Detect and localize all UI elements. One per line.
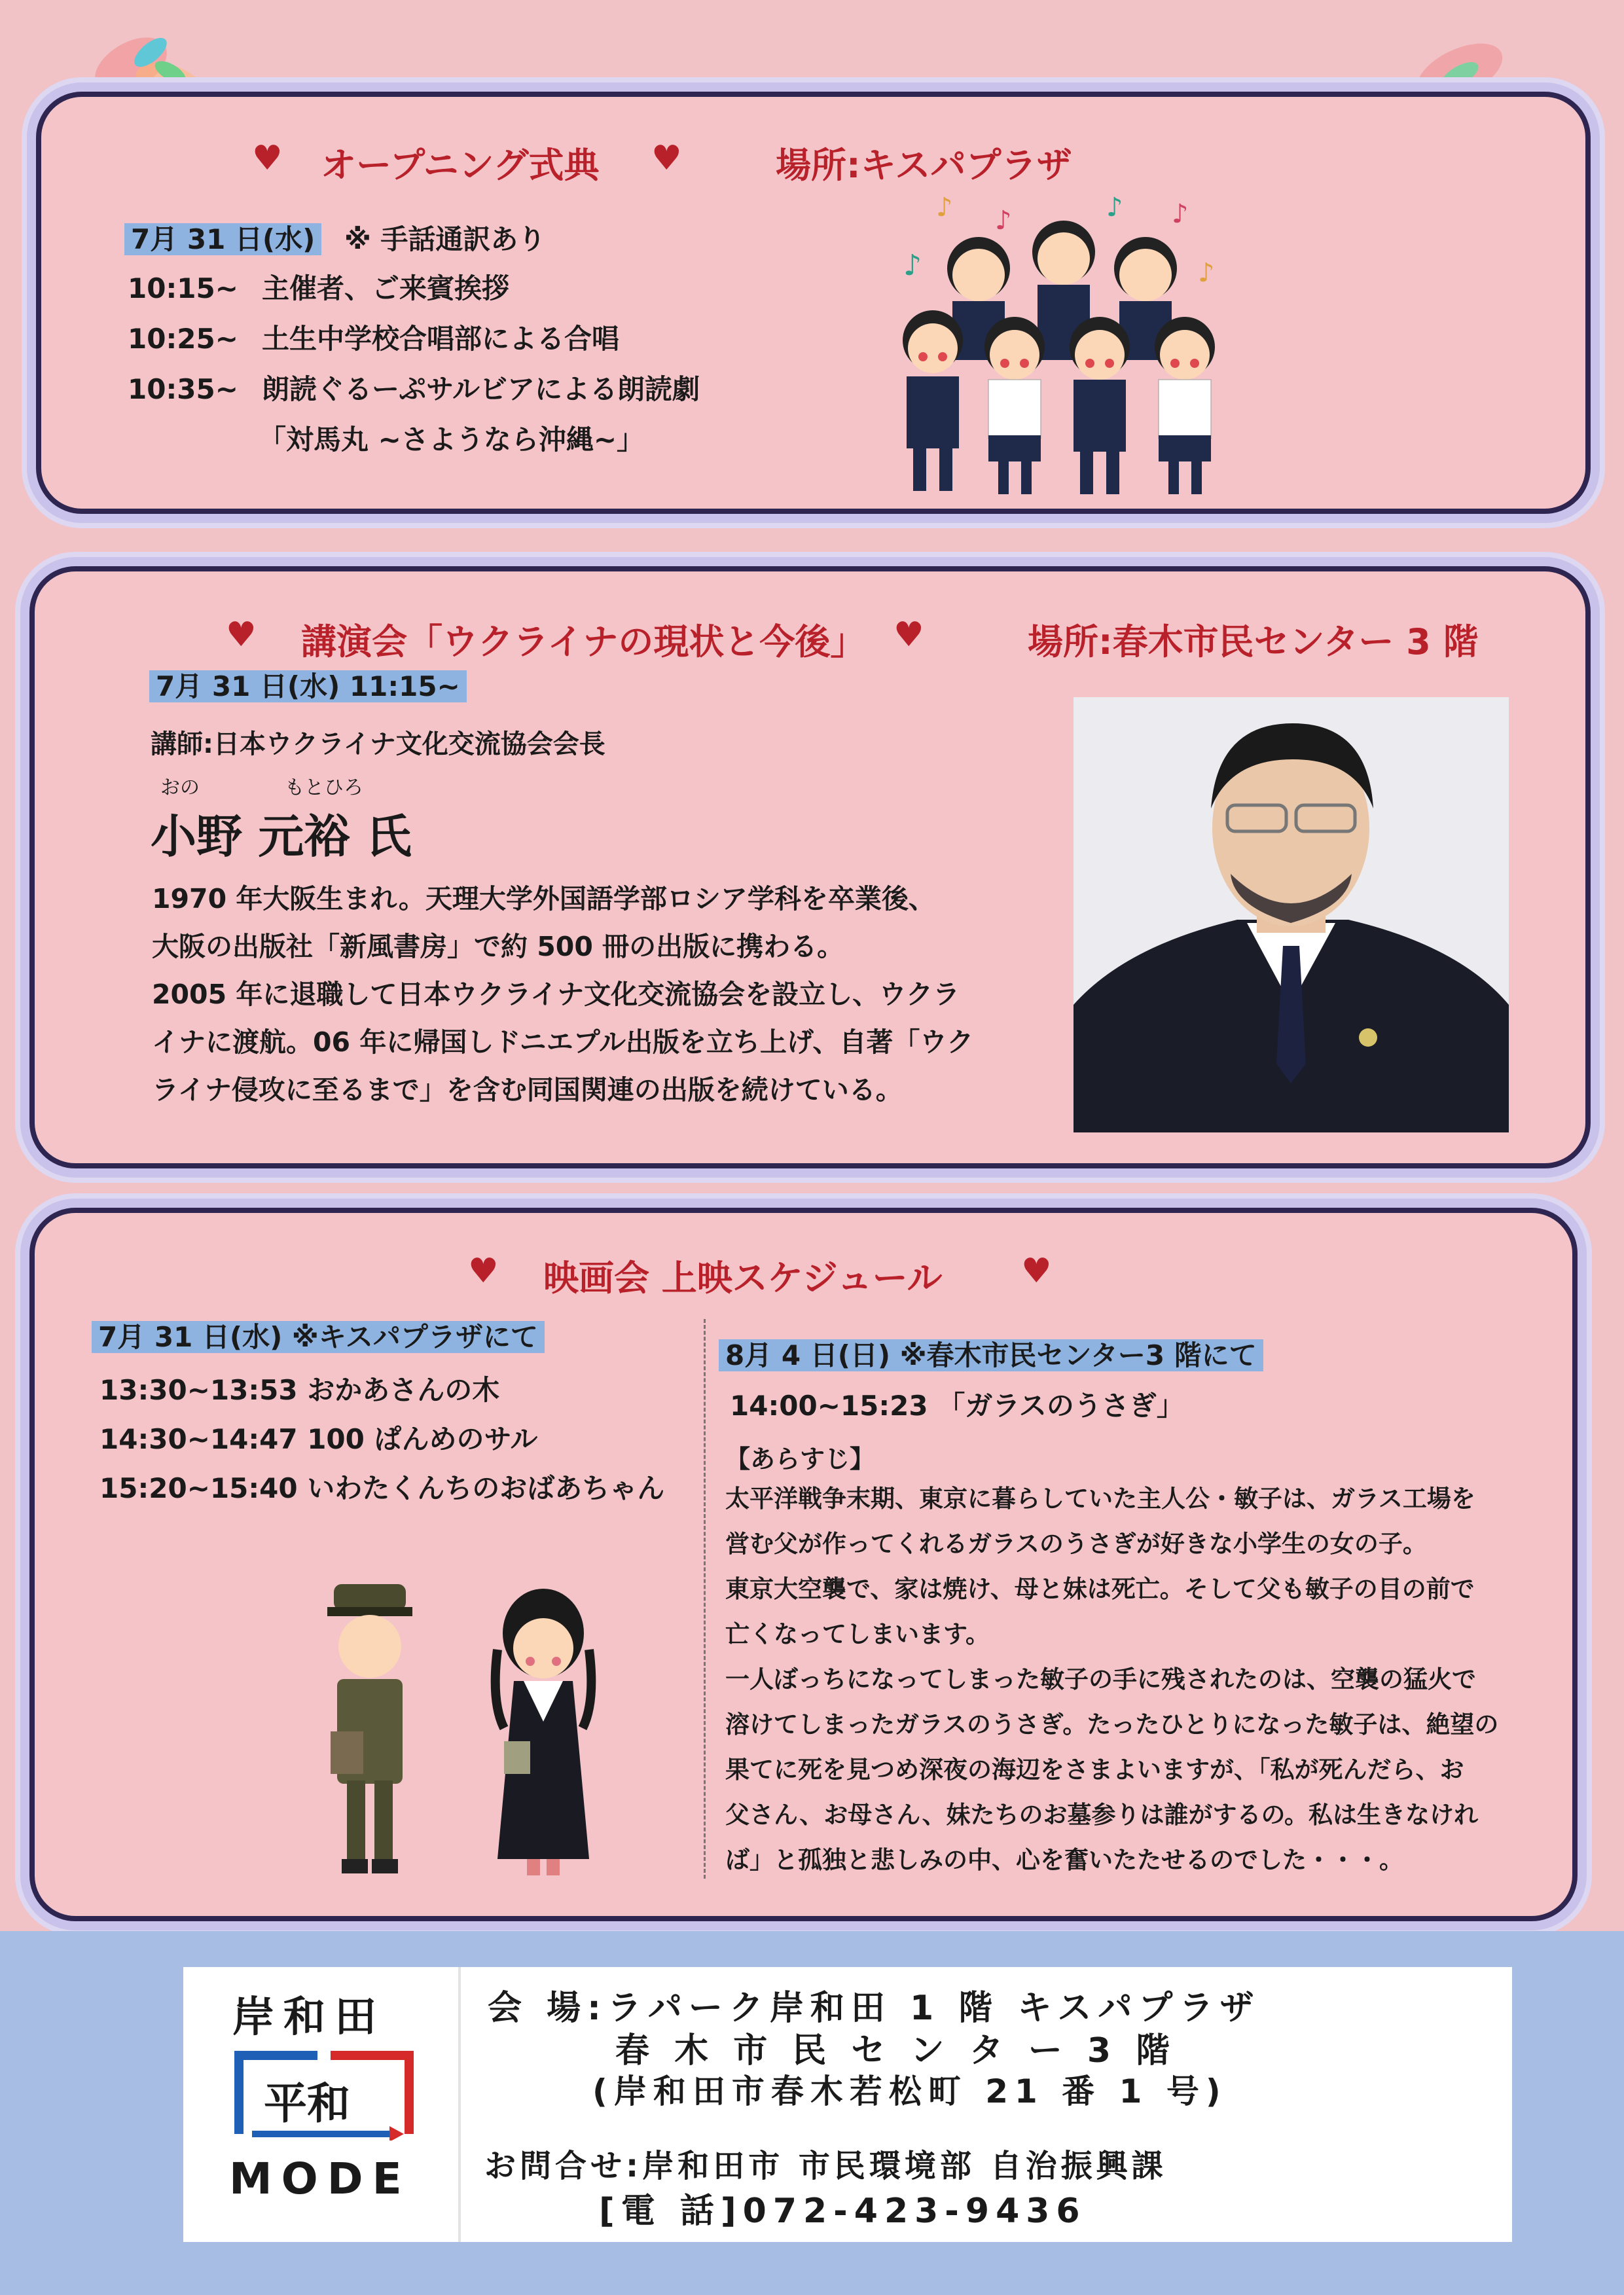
- peace-logo-frame: [232, 2049, 416, 2141]
- synopsis-line: 父さん、お母さん、妹たちのお墓参りは誰がするの。私は生きなけれ: [725, 1801, 1478, 1829]
- footer-divider: [458, 1967, 461, 2242]
- opening-note: ※ 手話通訳あり: [344, 223, 546, 255]
- schedule-time: 10:15~: [128, 272, 238, 304]
- venue-address: (岸和田市春木若松町 21 番 1 号): [592, 2072, 1227, 2110]
- synopsis-line: 営む父が作ってくれるガラスのうさぎが好きな小学生の女の子。: [725, 1530, 1427, 1558]
- bio-line: イナに渡航。06 年に帰国しドニエプル出版を立ち上げ、自著「ウク: [152, 1026, 974, 1058]
- bio-line: 大阪の出版社「新風書房」で約 500 冊の出版に携わる。: [152, 931, 844, 962]
- speaker-ruby-given: もとひろ: [285, 776, 363, 799]
- synopsis-line: ば」と孤独と悲しみの中、心を奮いたたせるのでした・・・。: [725, 1846, 1403, 1874]
- schedule-item: 土生中学校合唱部による合唱: [262, 323, 620, 355]
- speaker-portrait-icon: [1074, 697, 1509, 1132]
- synopsis-line: 果てに死を見つめ深夜の海辺をさまよいますが、「私が死んだら、お: [725, 1756, 1464, 1784]
- heart-icon: ♥: [1021, 1252, 1052, 1291]
- speaker-photo: [1074, 697, 1509, 1132]
- synopsis-line: 溶けてしまったガラスのうさぎ。たったひとりになった敏子は、絶望の: [725, 1710, 1499, 1739]
- film-item: 15:20~15:40 いわたくんちのおばあちゃん: [99, 1472, 665, 1504]
- svg-text:♪: ♪: [995, 206, 1012, 236]
- svg-text:♪: ♪: [1172, 199, 1189, 229]
- opening-date-row: [124, 223, 546, 255]
- film-right-header-row: [719, 1339, 1263, 1371]
- choir-illustration: [890, 190, 1231, 497]
- synopsis-line: 一人ぼっちになってしまった敏子の手に残されたのは、空襲の猛火で: [725, 1665, 1476, 1693]
- lecture-datetime: 7月 31 日(水) 11:15~: [149, 670, 467, 702]
- schedule-item: 朗読ぐるーぷサルビアによる朗読劇: [262, 373, 700, 405]
- schedule-time: 10:25~: [128, 323, 238, 355]
- schedule-row: [128, 272, 510, 304]
- phone-line: [電 話]072-423-9436: [599, 2192, 1087, 2231]
- venue-line: 春 木 市 民 セ ン タ ー 3 階: [615, 2031, 1177, 2070]
- schedule-item: 主催者、ご来賓挨拶: [262, 272, 510, 304]
- bio-line: ライナ侵攻に至るまで」を含む同国関連の出版を続けている。: [152, 1074, 903, 1106]
- opening-venue: 場所:キスパプラザ: [776, 145, 1072, 186]
- svg-text:♪: ♪: [903, 249, 922, 282]
- synopsis-line: 太平洋戦争末期、東京に暮らしていた主人公・敏子は、ガラス工場を: [725, 1485, 1475, 1513]
- svg-text:♪: ♪: [936, 192, 953, 223]
- schedule-row: [128, 325, 619, 353]
- speaker-ruby-family: おの: [160, 776, 200, 799]
- contact-line: お問合せ:岸和田市 市民環境部 自治振興課: [484, 2148, 1167, 2184]
- opening-date: 7月 31 日(水): [124, 223, 321, 255]
- schedule-time: 10:35~: [128, 373, 238, 405]
- logo-main: 平和: [264, 2078, 350, 2129]
- synopsis-line: 亡くなってしまいます。: [725, 1620, 990, 1648]
- bio-line: 1970 年大阪生まれ。天理大学外国語学部ロシア学科を卒業後、: [152, 883, 935, 914]
- soldier-and-girl-illustration: [314, 1571, 628, 1879]
- venue-line: 会 場:ラパーク岸和田 1 階 キスパプラザ: [488, 1989, 1261, 2028]
- heart-icon: ♥: [651, 139, 682, 178]
- film-left-header-row: [92, 1321, 545, 1353]
- heart-icon: ♥: [226, 615, 257, 655]
- column-divider: [704, 1319, 706, 1879]
- opening-title: オープニング式典: [321, 145, 600, 186]
- logo-city: 岸和田: [232, 1993, 386, 2042]
- svg-text:♪: ♪: [1106, 192, 1123, 223]
- svg-text:♪: ♪: [1198, 258, 1215, 288]
- opening-subtitle: 「対馬丸 ~さようなら沖縄~」: [259, 424, 645, 456]
- film-title: 映画会 上映スケジュール: [543, 1257, 943, 1299]
- film-left-header: 7月 31 日(水) ※キスパプラザにて: [92, 1321, 545, 1353]
- synopsis-label: 【あらすじ】: [725, 1445, 875, 1473]
- heart-icon: ♥: [252, 139, 283, 178]
- logo-mode: MODE: [229, 2154, 411, 2204]
- schedule-row: [128, 373, 700, 405]
- film-item: 14:30~14:47 100 ぱんめのサル: [99, 1423, 538, 1455]
- bio-line: 2005 年に退職して日本ウクライナ文化交流協会を設立し、ウクラ: [152, 979, 960, 1010]
- lecture-venue: 場所:春木市民センター 3 階: [1028, 621, 1479, 662]
- synopsis-line: 東京大空襲で、家は焼け、母と妹は死亡。そして父も敏子の目の前で: [725, 1575, 1475, 1603]
- speaker-name: 小野 元裕 氏: [151, 810, 412, 863]
- lecture-datetime-row: [149, 670, 467, 702]
- lecture-title: 講演会「ウクライナの現状と今後」: [301, 621, 866, 662]
- heart-icon: ♥: [468, 1252, 499, 1291]
- film-right-header: 8月 4 日(日) ※春木市民センター3 階にて: [719, 1339, 1263, 1371]
- speaker-role: 講師:日本ウクライナ文化交流協会会長: [151, 729, 605, 759]
- heart-icon: ♥: [893, 615, 924, 655]
- film-item: 13:30~13:53 おかあさんの木: [99, 1374, 500, 1406]
- film-item: 14:00~15:23 「ガラスのうさぎ」: [730, 1390, 1184, 1422]
